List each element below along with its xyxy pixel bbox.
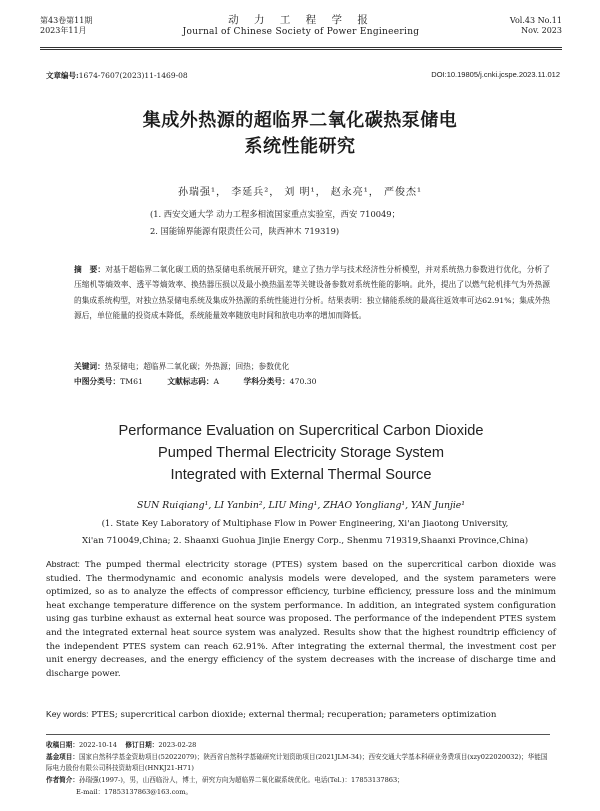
- header-rule-bottom: [40, 49, 562, 50]
- doi[interactable]: DOI:10.19805/j.cnki.jcspe.2023.11.012: [431, 70, 560, 79]
- fund-label: 基金项目：: [46, 752, 79, 761]
- keywords-cn: [74, 359, 550, 374]
- fund-row: [46, 752, 552, 775]
- document-code: [167, 374, 219, 389]
- journal-name-cn: 动 力 工 程 学 报: [228, 14, 374, 26]
- article-number: [46, 70, 188, 81]
- author-bio-row: [46, 775, 552, 787]
- author-bio-text: 孙瑞强(1997-)，男，山西临汾人，博士，研究方向为超临界二氧化碳系统优化。电话(Tel.)：17853137863；: [78, 776, 404, 785]
- keywords-en-label: Key words:: [46, 709, 89, 719]
- dates-row: [46, 740, 552, 752]
- footnotes: [46, 740, 552, 799]
- document-code-label: 文献标志码：: [167, 377, 214, 386]
- title-cn-line2: 系统性能研究: [244, 136, 356, 157]
- volume-issue-cn: 第43卷第11期: [40, 16, 93, 25]
- abstract-en: [46, 558, 556, 681]
- revised-label: 修订日期：: [125, 741, 159, 749]
- article-number-label: 文章编号:: [46, 71, 79, 80]
- affiliation-en: [60, 516, 550, 550]
- title-en-line1: Performance Evaluation on Supercritical Carbon Dioxide: [118, 423, 484, 439]
- title-en: [40, 420, 562, 486]
- authors-en: SUN Ruiqiang¹, LI Yanbin², LIU Ming¹, ZHAO Yongliang¹, YAN Junjie¹: [136, 500, 466, 511]
- journal-name-en: Journal of Chinese Society of Power Engineering: [182, 27, 420, 37]
- clc-value: TM61: [120, 377, 143, 386]
- date-cn: 2023年11月: [40, 26, 87, 35]
- article-number-value: 1674-7607(2023)11-1469-08: [78, 71, 188, 80]
- running-header: [40, 14, 562, 42]
- author-bio-label: 作者简介：: [46, 776, 79, 785]
- affiliation-cn-line1: (1. 西安交通大学 动力工程多相流国家重点实验室，西安 710049；: [150, 209, 400, 219]
- abstract-cn-label: 摘 要：: [74, 265, 106, 274]
- date-en: Nov. 2023: [521, 26, 562, 35]
- document-code-value: A: [213, 377, 220, 386]
- keywords-en-text: PTES; supercritical carbon dioxide; external thermal; recuperation; parameters optimization: [91, 710, 497, 720]
- authors-cn: 孙瑞强¹， 李延兵²， 刘 明¹， 赵永亮¹， 严俊杰¹: [178, 187, 422, 198]
- keywords-cn-text: 热泵储电；超临界二氧化碳；外热源；回热；参数优化: [104, 362, 290, 371]
- affiliation-cn: [150, 206, 470, 240]
- received-label: 收稿日期：: [46, 741, 79, 749]
- subject-code: [244, 374, 317, 389]
- header-journal: [40, 14, 562, 38]
- abstract-cn: [74, 262, 550, 323]
- abstract-cn-text: 对基于超临界二氧化碳工质的热泵储电系统展开研究，建立了热力学与技术经济性分析模型，并对系统热力参数进行优化，分析了压缩机等熵效率、透平等熵效率、换热器压损以及最小换热温差等关键设备参数对系统性能的影响。此外，提出了以燃气轮机排气为外热源的集成系统构型，对独立热泵储电系统及集成外热源的系统性能进行分析。结果表明：独立储能系统的最高往返效率可达62.91%；集成外热源后，单位能量的投资成本降低，系统能量效率随放电时间和放电功率的增加而降低。: [74, 265, 550, 320]
- footnote-rule: [46, 734, 550, 735]
- header-rule-top: [40, 47, 562, 48]
- clc-label: 中图分类号：: [74, 377, 121, 386]
- affiliation-en-line2: Xi'an 710049,China; 2. Shaanxi Guohua Jinjie Energy Corp., Shenmu 719319,Shaanxi Province,China): [81, 536, 529, 546]
- abstract-en-text: The pumped thermal electricity storage (PTES) system based on the supercritical carbon dioxide was studied. The thermodynamic and economic analysis models were developed, and the system parameters were optimized, so as to analyze the effects of compressor efficiency, turbine efficiency, pressure loss and the minimum heat exchange temperature difference on the system performance. In addition, an integrated system configuration using gas turbine exhaust as external heat source was proposed. The performance of the independent PTES system and the integrated external heat source system was analyzed. Results show that the highest roundtrip efficiency of the independent PTES system can reach 62.91%. After integrating the external thermal, the investment cost per unit energy decreases, and the energy efficiency of the system decreases with the increase of discharge time and discharge power.: [46, 560, 556, 679]
- keywords-cn-label: 关键词：: [74, 362, 105, 371]
- title-cn-line1: 集成外热源的超临界二氧化碳热泵储电: [142, 110, 458, 131]
- affiliation-en-line1: (1. State Key Laboratory of Multiphase Flow in Power Engineering, Xi'an Jiaotong University,: [101, 519, 509, 529]
- abstract-en-label: Abstract:: [46, 559, 80, 569]
- title-cn: [40, 108, 560, 160]
- received-date: 2022-10-14: [78, 741, 117, 749]
- revised-date: 2023-02-28: [158, 741, 197, 749]
- classification-row: [74, 374, 550, 389]
- keywords-cn-block: [74, 359, 550, 389]
- header-volume-en: [510, 16, 562, 36]
- author-email[interactable]: E-mail：17853137863@163.com。: [76, 787, 193, 796]
- fund-text: 国家自然科学基金资助项目(52022079)；陕西省自然科学基础研究计划资助项目(2021JLM-34)；西安交通大学基本科研业务费项目(xzy022020032)；华能国际电力股份有限公司科技资助项目(HNKJ21-H71): [46, 752, 548, 773]
- title-en-line3: Integrated with External Thermal Source: [170, 467, 432, 483]
- subject-code-label: 学科分类号：: [243, 377, 290, 386]
- clc-number: [74, 374, 143, 389]
- subject-code-value: 470.30: [289, 377, 317, 386]
- keywords-en: [46, 708, 556, 723]
- title-en-line2: Pumped Thermal Electricity Storage System: [157, 445, 445, 461]
- affiliation-cn-line2: 2. 国能锦界能源有限责任公司，陕西神木 719319): [150, 226, 340, 236]
- volume-issue-en: Vol.43 No.11: [509, 16, 562, 25]
